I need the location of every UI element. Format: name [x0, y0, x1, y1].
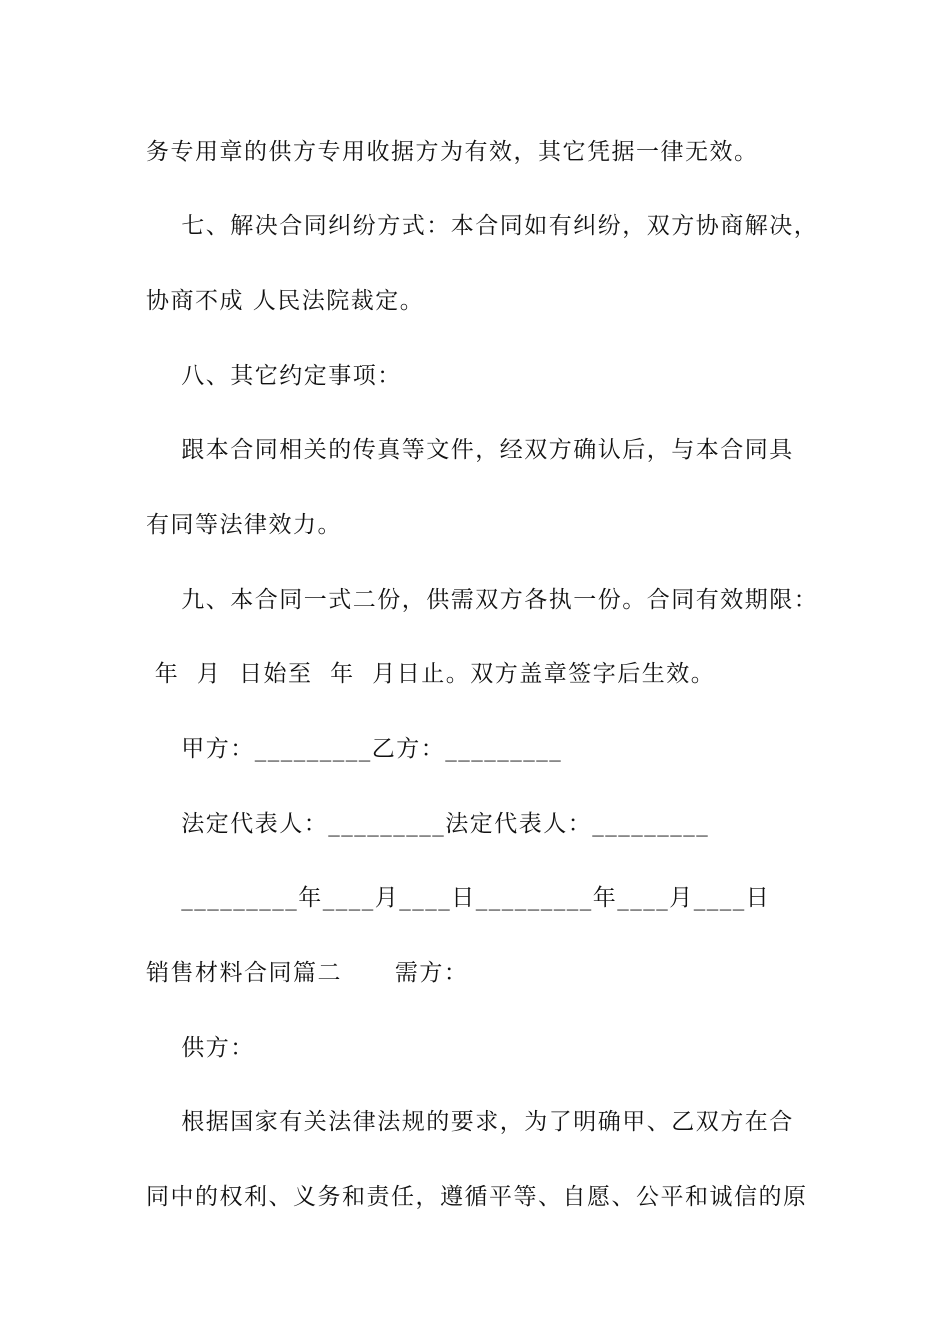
party-signature-line: 甲方：_________乙方：_________ — [146, 736, 563, 762]
supplier-line: 供方： — [146, 1035, 255, 1061]
text-line: 同中的权利、义务和责任，遵循平等、自愿、公平和诚信的原 — [146, 1184, 808, 1210]
clause-8-heading: 八、其它约定事项： — [146, 363, 402, 389]
clause-7-line: 七、解决合同纠纷方式：本合同如有纠纷，双方协商解决， — [146, 213, 819, 239]
text-line: 务专用章的供方专用收据方为有效，其它凭据一律无效。 — [146, 139, 759, 165]
date-line: _________年____月____日_________年____月____日 — [146, 885, 771, 911]
text-line: 有同等法律效力。 — [146, 512, 342, 538]
text-line: 跟本合同相关的传真等文件，经双方确认后，与本合同具 — [146, 437, 794, 463]
text-line: 年 月 日始至 年 月日止。双方盖章签字后生效。 — [146, 661, 716, 687]
section-title: 销售材料合同篇二 需方： — [146, 960, 469, 986]
clause-9-line: 九、本合同一式二份，供需双方各执一份。合同有效期限： — [146, 587, 819, 613]
text-line: 根据国家有关法律法规的要求，为了明确甲、乙双方在合 — [146, 1109, 794, 1135]
text-line: 协商不成 人民法院裁定。 — [146, 288, 425, 314]
legal-representative-line: 法定代表人：_________法定代表人：_________ — [146, 811, 710, 837]
